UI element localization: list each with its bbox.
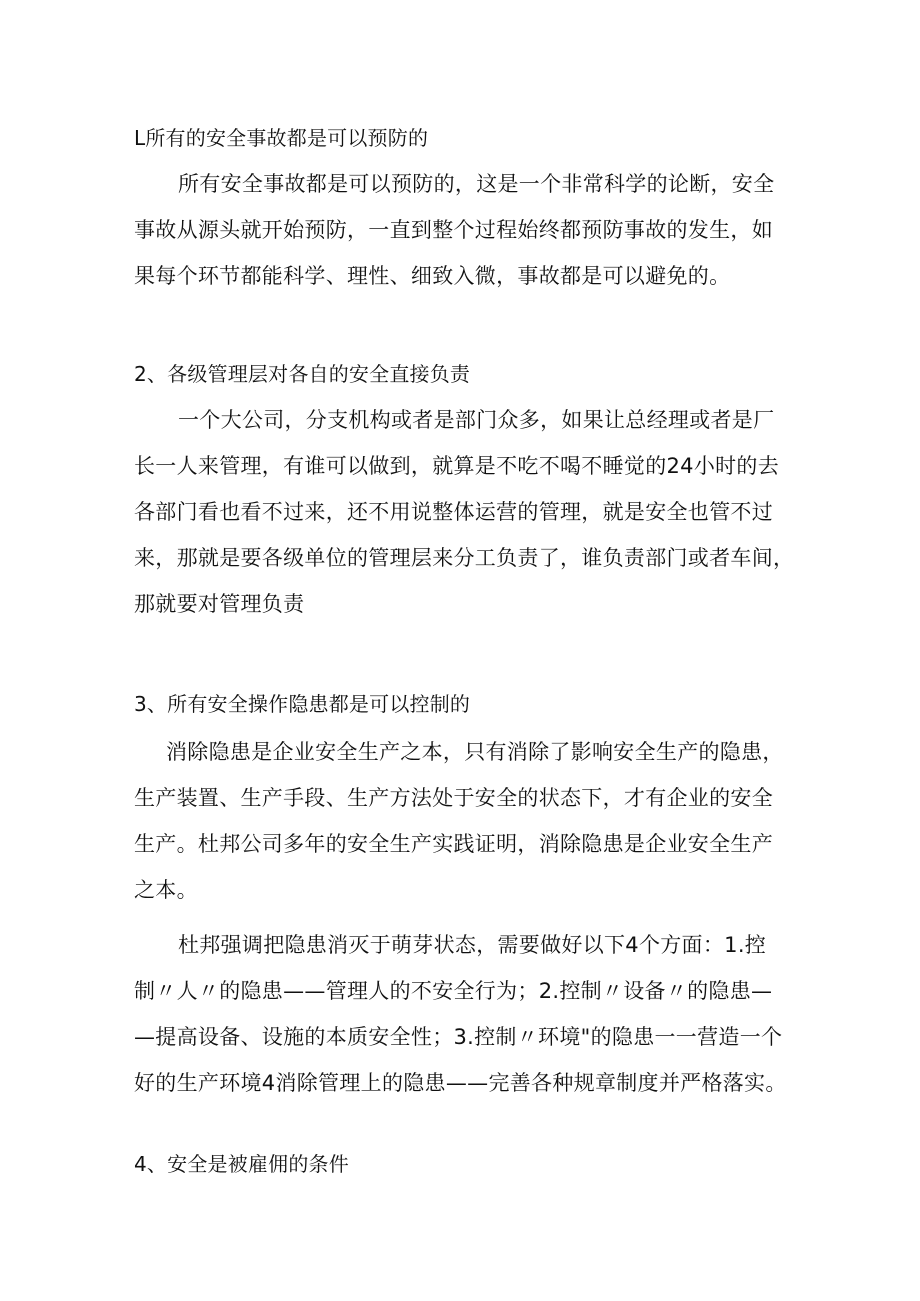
paragraph-line: 所有安全事故都是可以预防的，这是一个非常科学的论断，安全 <box>178 172 775 196</box>
paragraph-line: 之本。 <box>134 878 198 902</box>
section-3-paragraph-2 <box>134 922 814 1106</box>
paragraph-line: 制〃人〃的隐患——管理人的不安全行为；2.控制〃设备〃的隐患— <box>134 979 773 1003</box>
paragraph-line: 好的生产环境4消除管理上的隐患——完善各种规章制度并严格落实。 <box>134 1071 787 1095</box>
paragraph-line: 生产。杜邦公司多年的安全生产实践证明，消除隐患是企业安全生产 <box>134 832 773 856</box>
paragraph-line: 一个大公司，分支机构或者是部门众多，如果让总经理或者是厂 <box>178 408 775 432</box>
paragraph-line: 那就要对管理负责 <box>134 592 305 616</box>
section-2-paragraph-1 <box>134 397 814 627</box>
paragraph-line: 杜邦强调把隐患消灭于萌芽状态，需要做好以下4个方面：1.控 <box>178 933 767 957</box>
section-3-paragraph-1 <box>134 729 814 913</box>
paragraph-line: 各部门看也看不过来，还不用说整体运营的管理，就是安全也管不过 <box>134 500 773 524</box>
section-1-paragraph-1 <box>134 161 814 299</box>
section-4-heading: 4、安全是被雇佣的条件 <box>134 1152 349 1176</box>
paragraph-line: 果每个环节都能科学、理性、细致入微，事故都是可以避免的。 <box>134 264 731 288</box>
paragraph-line: 生产装置、生产手段、生产方法处于安全的状态下，才有企业的安全 <box>134 786 773 810</box>
section-2-heading: 2、各级管理层对各自的安全直接负责 <box>134 362 471 386</box>
paragraph-line: 长一人来管理，有谁可以做到，就算是不吃不喝不睡觉的24小时的去 <box>134 454 780 478</box>
paragraph-line: 消除隐患是企业安全生产之本，只有消除了影响安全生产的隐患， <box>166 740 784 764</box>
paragraph-line: 事故从源头就开始预防，一直到整个过程始终都预防事故的发生，如 <box>134 218 773 242</box>
section-1-heading: L所有的安全事故都是可以预防的 <box>134 126 429 150</box>
section-3-heading: 3、所有安全操作隐患都是可以控制的 <box>134 692 471 716</box>
paragraph-line: —提高设备、设施的本质安全性；3.控制〃环境"的隐患一一营造一个 <box>134 1025 783 1049</box>
paragraph-line: 来，那就是要各级单位的管理层来分工负责了，谁负责部门或者车间， <box>134 546 795 570</box>
